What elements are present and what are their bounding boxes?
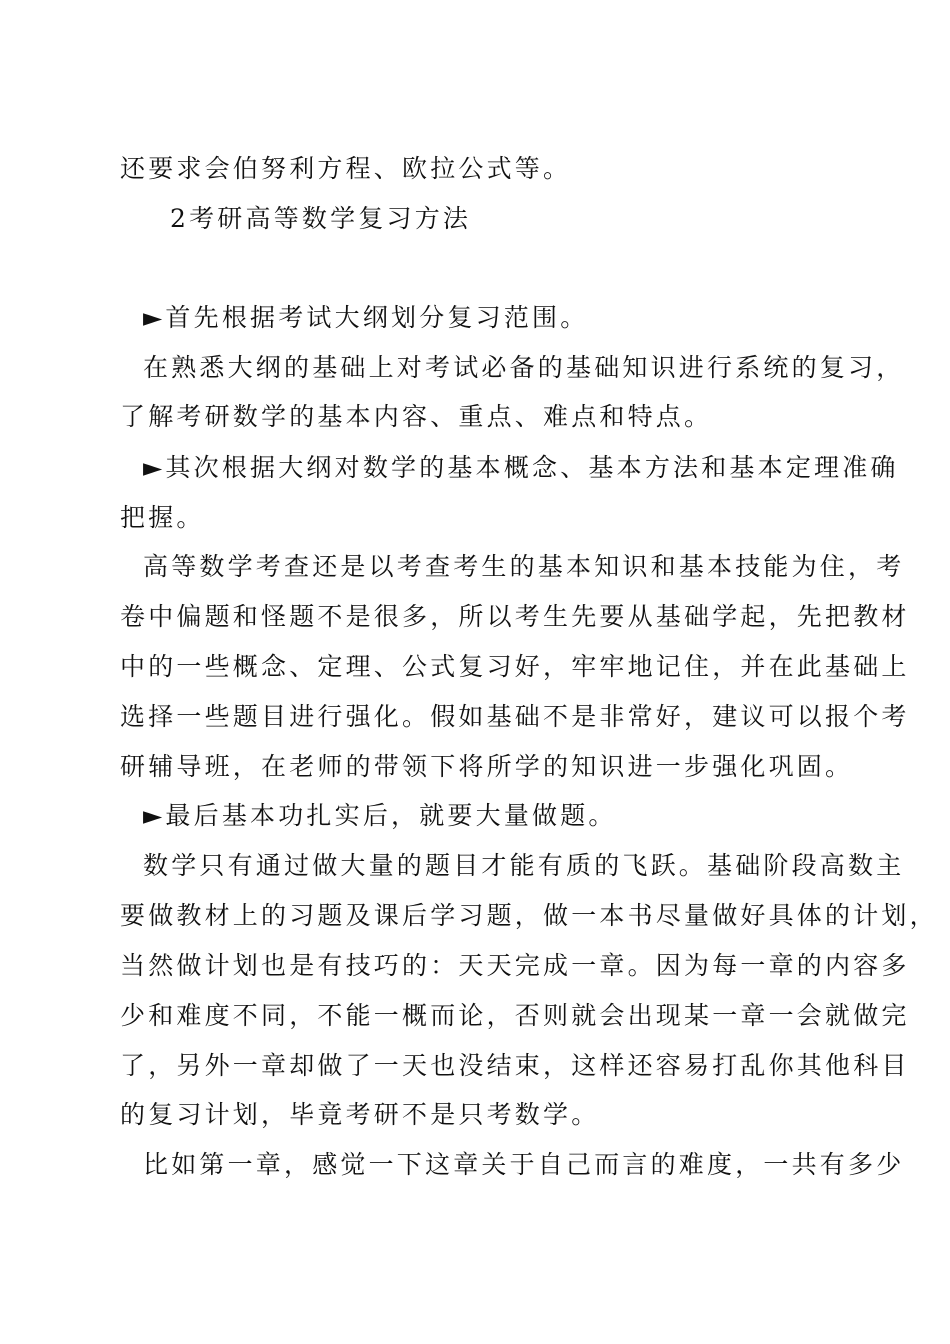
section-heading: 2考研高等数学复习方法	[170, 204, 472, 233]
closing-line: 比如第一章，感觉一下这章关于自己而言的难度，一共有多少	[143, 1150, 905, 1179]
point2-body-line-1: 高等数学考查还是以考查考生的基本知识和基本技能为住，考	[143, 552, 905, 581]
point2-body-line-4: 选择一些题目进行强化。假如基础不是非常好，建议可以报个考	[120, 702, 910, 731]
point1-title: ►首先根据考试大纲划分复习范围。	[143, 303, 589, 332]
point3-body-line-5: 了，另外一章却做了一天也没结束，这样还容易打乱你其他科目	[120, 1051, 910, 1080]
point3-body-line-1: 数学只有通过做大量的题目才能有质的飞跃。基础阶段高数主	[143, 851, 905, 880]
point2-body-line-3: 中的一些概念、定理、公式复习好，牢牢地记住，并在此基础上	[120, 652, 910, 681]
intro-tail-line: 还要求会伯努利方程、欧拉公式等。	[120, 154, 572, 183]
point3-title: ►最后基本功扎实后，就要大量做题。	[143, 801, 617, 830]
point1-body-line-2: 了解考研数学的基本内容、重点、难点和特点。	[120, 402, 713, 431]
point2-title-line-2: 把握。	[120, 503, 205, 532]
point1-body-line-1: 在熟悉大纲的基础上对考试必备的基础知识进行系统的复习，	[143, 353, 905, 382]
point2-body-line-2: 卷中偏题和怪题不是很多，所以考生先要从基础学起，先把教材	[120, 602, 910, 631]
point3-body-line-6: 的复习计划，毕竟考研不是只考数学。	[120, 1100, 600, 1129]
point2-title-line-1: ►其次根据大纲对数学的基本概念、基本方法和基本定理准确	[143, 453, 899, 482]
point2-body-line-5: 研辅导班，在老师的带领下将所学的知识进一步强化巩固。	[120, 752, 854, 781]
point3-body-line-3: 当然做计划也是有技巧的：天天完成一章。因为每一章的内容多	[120, 951, 910, 980]
point3-body-line-2: 要做教材上的习题及课后学习题，做一本书尽量做好具体的计划，	[120, 901, 938, 930]
point3-body-line-4: 少和难度不同，不能一概而论，否则就会出现某一章一会就做完	[120, 1001, 910, 1030]
